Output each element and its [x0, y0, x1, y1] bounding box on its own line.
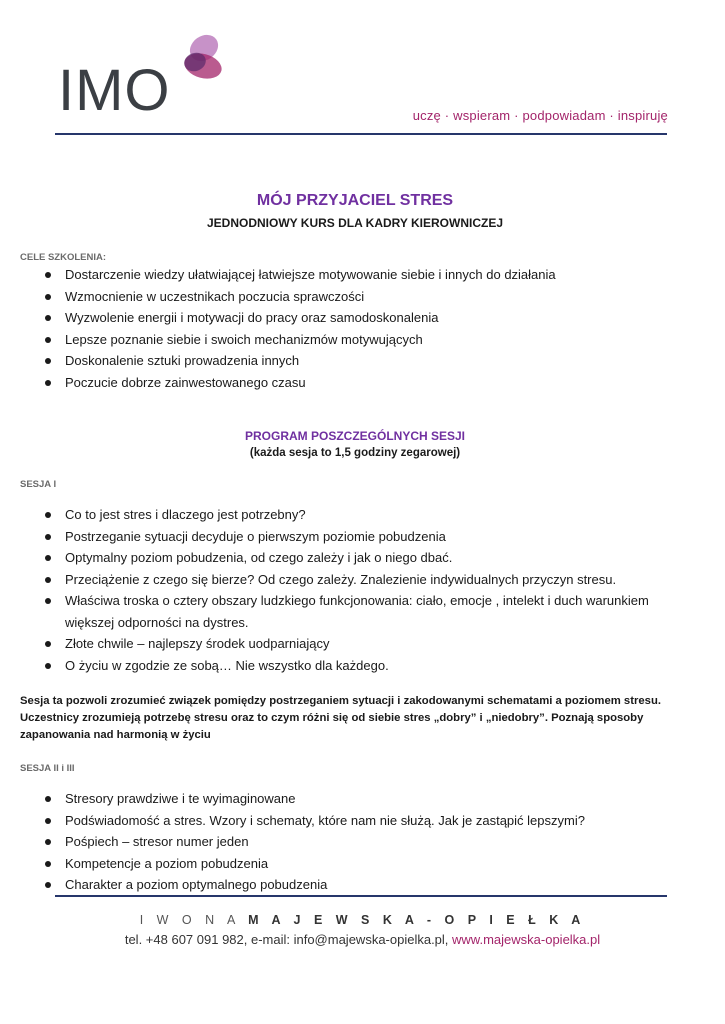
- list-item: Podświadomość a stres. Wzory i schematy, które nam nie służą. Jak je zastąpić lepszymi?: [45, 810, 690, 832]
- session1-list: [20, 504, 690, 676]
- document-body: [20, 192, 690, 896]
- list-item: O życiu w zgodzie ze sobą… Nie wszystko dla każdego.: [45, 655, 690, 677]
- website-link[interactable]: www.majewska-opielka.pl: [452, 932, 601, 947]
- list-item: Wzmocnienie w uczestnikach poczucia sprawczości: [45, 286, 690, 308]
- header: [0, 0, 725, 140]
- list-item: Doskonalenie sztuki prowadzenia innych: [45, 350, 690, 372]
- list-item: Co to jest stres i dlaczego jest potrzebny?: [45, 504, 690, 526]
- course-subtitle: JEDNODNIOWY KURS DLA KADRY KIEROWNICZEJ: [206, 216, 504, 230]
- session2-list: [20, 788, 690, 896]
- contact-details: tel. +48 607 091 982, e-mail: info@majewska-opielka.pl,: [124, 932, 453, 947]
- session1-label: SESJA I: [20, 479, 57, 490]
- footer-last-name: M A J E W S K A - O P I E Ł K A: [248, 913, 586, 927]
- list-item: Pośpiech – stresor numer jeden: [45, 831, 690, 853]
- footer-first-name: I W O N A: [139, 913, 240, 927]
- logo: [58, 30, 228, 125]
- program-title: PROGRAM POSZCZEGÓLNYCH SESJI: [244, 429, 466, 443]
- session1-summary: Sesja ta pozwoli zrozumieć związek pomiędzy postrzeganiem sytuacji i zakodowanymi schematami a poziomem stresu. Uczestnicy zrozumieją potrzebę stresu oraz to czym różni się od siebie stres „dobry” i „niedobry”. Poznają sposoby zapanowania nad harmonią w życiu: [20, 695, 661, 741]
- list-item: Kompetencje a poziom pobudzenia: [45, 853, 690, 875]
- list-item: Złote chwile – najlepszy środek uodparniający: [45, 633, 690, 655]
- list-item: Lepsze poznanie siebie i swoich mechanizmów motywujących: [45, 329, 690, 351]
- header-divider: [55, 133, 667, 135]
- list-item: Stresory prawdziwe i te wyimaginowane: [45, 788, 690, 810]
- list-item: Postrzeganie sytuacji decyduje o pierwszym poziomie pobudzenia: [45, 526, 690, 548]
- tagline: uczę · wspieram · podpowiadam · inspiruję: [412, 108, 668, 123]
- footer-contact: [0, 932, 725, 947]
- butterfly-icon: [173, 30, 223, 88]
- program-subtitle: (każda sesja to 1,5 godziny zegarowej): [249, 447, 461, 459]
- session2-label: SESJA II i III: [20, 763, 75, 774]
- goals-list: [20, 264, 690, 393]
- goals-label: CELE SZKOLENIA:: [20, 252, 107, 263]
- logo-text: IMO: [58, 58, 171, 123]
- list-item: Charakter a poziom optymalnego pobudzenia: [45, 874, 690, 896]
- course-title: MÓJ PRZYJACIEL STRES: [256, 192, 454, 209]
- list-item: Dostarczenie wiedzy ułatwiającej łatwiejsze motywowanie siebie i innych do działania: [45, 264, 690, 286]
- list-item: Optymalny poziom pobudzenia, od czego zależy i jak o niego dbać.: [45, 547, 690, 569]
- footer-divider: [55, 895, 667, 897]
- footer-name: [0, 913, 725, 927]
- list-item: Właściwa troska o cztery obszary ludzkiego funkcjonowania: ciało, emocje , intelekt i duch warunkiem większej odporności na dystres.: [45, 590, 690, 633]
- list-item: Przeciążenie z czego się bierze? Od czego zależy. Znalezienie indywidualnych przyczyn stresu.: [45, 569, 690, 591]
- list-item: Poczucie dobrze zainwestowanego czasu: [45, 372, 690, 394]
- list-item: Wyzwolenie energii i motywacji do pracy oraz samodoskonalenia: [45, 307, 690, 329]
